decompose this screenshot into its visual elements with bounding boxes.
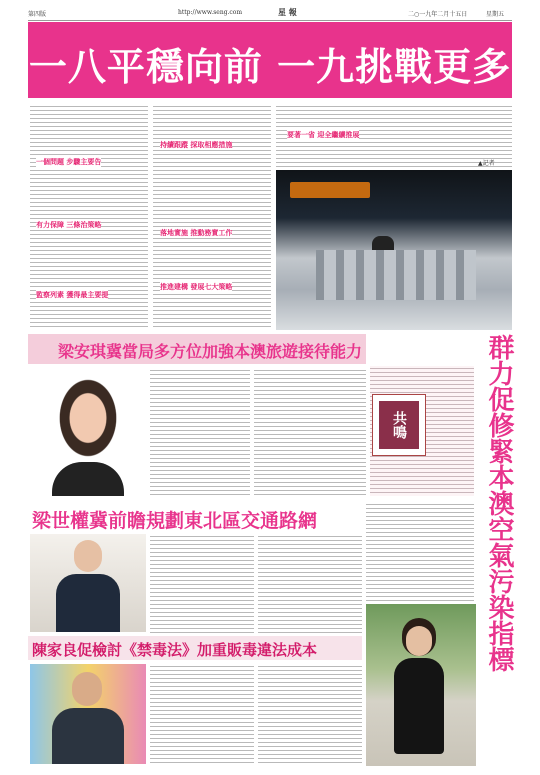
headline-strip <box>28 334 366 364</box>
portrait-photo <box>30 366 146 496</box>
newspaper-name: 星 報 <box>278 7 297 17</box>
article-text-column <box>258 534 362 634</box>
headline-strip <box>28 636 362 660</box>
article-text-column <box>254 368 366 498</box>
article-headline: 梁安琪冀當局多方位加強本澳旅遊接待能力 <box>58 342 363 361</box>
article-text-column <box>258 664 362 764</box>
gate-signboard <box>290 182 370 198</box>
subhead: 推進建構 發展七大策略 <box>160 282 233 291</box>
portrait-suit <box>52 708 124 764</box>
issue-weekday: 星期五 <box>486 11 505 18</box>
article-headline: 陳家良促檢討《禁毒法》加重販毒違法成本 <box>32 641 318 659</box>
page-number: 第四版 <box>28 11 47 18</box>
portrait-face <box>74 540 102 572</box>
article-headline: 梁世權冀前瞻規劃東北區交通路網 <box>32 510 318 532</box>
subhead: 監察列素 獲得最主要提 <box>36 290 109 299</box>
newspaper-url: http://www.seng.com <box>178 9 243 16</box>
main-banner <box>28 22 512 98</box>
portrait-face <box>72 672 102 706</box>
portrait-body <box>394 658 444 754</box>
subhead: 持續跟蹤 採取相應措施 <box>160 140 233 149</box>
article-text-column <box>150 368 250 498</box>
street-photo <box>366 604 476 766</box>
portrait-photo <box>30 534 146 632</box>
article-text-column <box>150 664 254 764</box>
photo-credit: ▲記者 <box>478 160 495 167</box>
subhead: 落地實施 推動務實工作 <box>160 228 233 237</box>
top-text-column-2 <box>153 104 271 328</box>
portrait-suit <box>56 574 120 632</box>
main-headline: 一八平穩向前 一九挑戰更多 <box>28 44 512 89</box>
issue-date: 二○一九年二月十五日 <box>408 11 468 18</box>
border-gate-photo <box>276 170 512 330</box>
page-header <box>28 6 512 21</box>
portrait-shoulders <box>52 462 124 496</box>
subhead: 一個問題 步驟主要告 <box>36 157 102 166</box>
portrait-face <box>406 626 432 656</box>
subhead: 有力保障 三條治策略 <box>36 220 102 229</box>
article-text-column <box>366 502 474 602</box>
article-text-column <box>150 534 254 634</box>
column-title: 共鳴 <box>379 401 419 449</box>
column-title-box <box>372 394 426 456</box>
vertical-headline: 群力促修緊本澳空氣污染指標 <box>484 334 514 672</box>
subhead: 要著一省 迎全繼續推展 <box>287 130 360 139</box>
portrait-photo <box>30 664 146 764</box>
gate-machines <box>316 250 476 300</box>
